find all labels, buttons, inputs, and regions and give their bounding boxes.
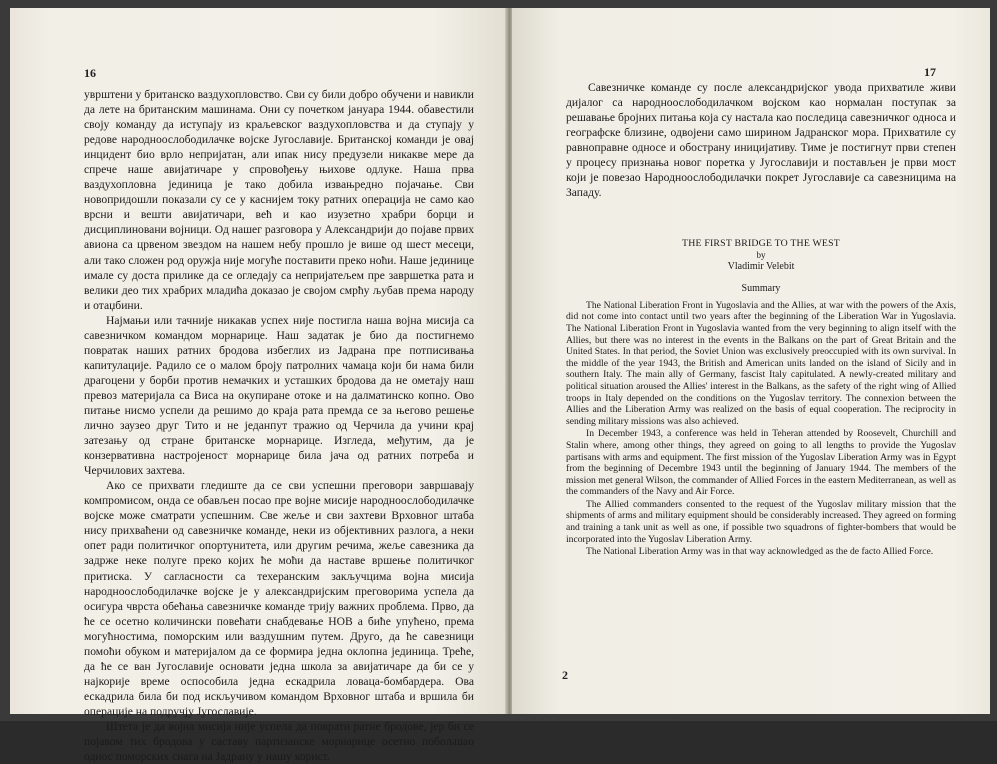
summary-heading: Summary — [741, 283, 781, 295]
summary-author: Vladimir Velebit — [727, 260, 795, 272]
left-paragraph-4: Штета је да војна мисија није успела да поврати ратне бродове, јер би се појавом тих бродова у саставу партизанске морнарице осетно побољшао однос поморских снага на Јадрану у нашу корист. — [84, 719, 474, 764]
summary-paragraph-4: The National Liberation Army was in that way acknowledged as the de facto Allied Force. — [586, 546, 934, 558]
summary-paragraph-3: The Allied commanders consented to the request of the Yugoslav military mission that the shipments of arms and military equipment should be considerably increased. They agreed on forming and training a tank unit as well as one, if possible two squadrons of fighter-bombers that would be incorporated into the Yugoslav Liberation Army. — [566, 498, 956, 545]
summary-title: THE FIRST BRIDGE TO THE WEST — [682, 238, 840, 249]
left-page-body — [84, 87, 474, 764]
english-summary — [566, 238, 956, 559]
left-paragraph-1: уврштени у британско ваздухопловство. Сви су били добро обучени и навикли да лете на британским машинама. Они су почетком јануара 1944. обавестили своју команду да иступају из краљевског ваздухопловства и да ступају у редове народноослободилачке војске Југославије. Британској команди је овај инцидент био врло непријатан, али ипак нису предузели никакве мере да спрече наше авијатичаре у спровођењу њихове одлуке. Наша прва ваздухопловна јединица је тако добила извањредно појачање. Сви новопридошли показали су се у каснијем току ратних операција не само као врсни и вешти авијатичари, већ и као изузетно храбри борци и дисциплиновани војници. Од нашег разговора у Александрији до појаве првих авиона са црвеном звездом на нашем небу прошло је више од шест месеци, али тако сложен род оружја није могуће поставити преко ноћи. Наше јединице имале су доста прилике да се огледају са непријатељем пре завршетка рата и велики део тих храбрих младића доказао је својом смрћу љубав према народу и отаџбини. — [84, 88, 474, 312]
right-footer-number: 2 — [562, 668, 568, 682]
left-page-number: 16 — [84, 66, 96, 80]
summary-paragraph-2: In December 1943, a conference was held in Teheran attended by Roosevelt, Churchill and Stalin where, among other things, they agreed on going to all lengths to provide the Yugoslav partisans with arms and equipment. The first mission of the Yugoslav Liberation Army was in Egypt from the beginning of Decembre 1943 until the beginning of January 1944. The members of the mission met general Wilson, the commander of Allied Forces in the eastern Mediterranean, as well as the commanders of the Navy and Air Force. — [566, 428, 956, 498]
right-page-number: 17 — [924, 65, 936, 79]
right-intro-text — [566, 80, 956, 200]
left-paragraph-2: Најмањи или тачније никакав успех није постигла наша војна мисија са савезничком командом морнарице. Наш задатак је био да постигнемо повратак наших ратних бродова избеглих из Јадрана пре потписивања капитулације. Радило се о малом броју патролних чамаца који би нама били драгоцени у борби против немачких и усташких бродова да не ометају наш превоз материјала са Виса на окупиране отоке и на далматинско копно. Ово питање нисмо успели да решимо до краја рата премда се за његово решење лично заузео друг Тито и не једанпут тражио од Черчила да учини крај затезању од стране британске морнарице. Изгледа, међутим, да је конзервативна настројеност морнарице била јача од ратних потреба и Черчилових захтева. — [84, 313, 474, 478]
summary-by: by — [756, 249, 766, 260]
left-paragraph-3: Ако се прихвати гледиште да се сви успешни преговори завршавају компромисом, онда се обављен посао пре војне мисије народноослободилачке војске може сматрати успешним. Све жеље и сви захтеви Врховног штаба нису прихваћени од савезничке команде, неки из објективних разлога, а неки опет ради политичког опортунитета, или другим речима, жеље савезника да задрже неке полуге преко којих ће моћи да наставе вршење политичког притиска. У сагласности са техеранским закључцима војна мисија народноослободилачке војске је у александријским преговорима успела да осигура чврста обећања савезничке команде трију важних проблема. Прво, да ће се осетно количински повећати снабдевање НОВ а биће упућено, према могућностима, поморским или ваздушним путем. Друго, да ће савезници помоћи обуком и материјалом да се формира једна оклопна јединица. Треће, да ће се ван Југославије основати једна школа за авијатичаре да би се у најкорије време оспособила једна ескадрила ловаца-бомбардера. Ова ескадрила била би под искључивом командом Врховног штаба и вршила би операције на подручју Југославије. — [84, 479, 474, 718]
summary-paragraph-1: The National Liberation Front in Yugoslavia and the Allies, at war with the powers of the Axis, did not come into contact until two years after the beginning of the Liberation War in Yugoslavia. The National Liberation Front in Yugoslavia wanted from the very beginning to align itself with the Allies, but there was no interest in the events in the Balkans on the part of Great Britain and the United States. In that period, the Soviet Union was exclusively preoccupied with its own survival. In the middle of the year 1943, the British and American units landed on the island of Sicily and in southern Italy. The main ally of Germany, fascist Italy capitulated. A newly-created military and political situation aroused the Allies' interest in the Balkans, as the safety of the right wing of Allied troops in Italy depended on the conditions on the Yugoslav territory. The connexion between the Allies and the Liberation Army was realized on the basis of equal cooperation. The reciprocity in sending military missions was also achieved. — [566, 299, 956, 427]
right-page — [512, 8, 990, 714]
right-intro-paragraph: Савезничке команде су после александријског увода прихватиле живи дијалог са народноослободилачком војском као нормалан поступак за решавање бројних питања која су настала као последица савезничког односа и географске близине, одвојени само ширином Јадранског мора. Прихватиле су равноправне односе и обострану иницијативу. Тиме је постигнут први степен у процесу признања новог поретка у Југославији и постављен је први мост који је повезао Народноослободилачки покрет Југославије са савезницима на Западу. — [566, 81, 956, 200]
left-page — [10, 8, 507, 764]
